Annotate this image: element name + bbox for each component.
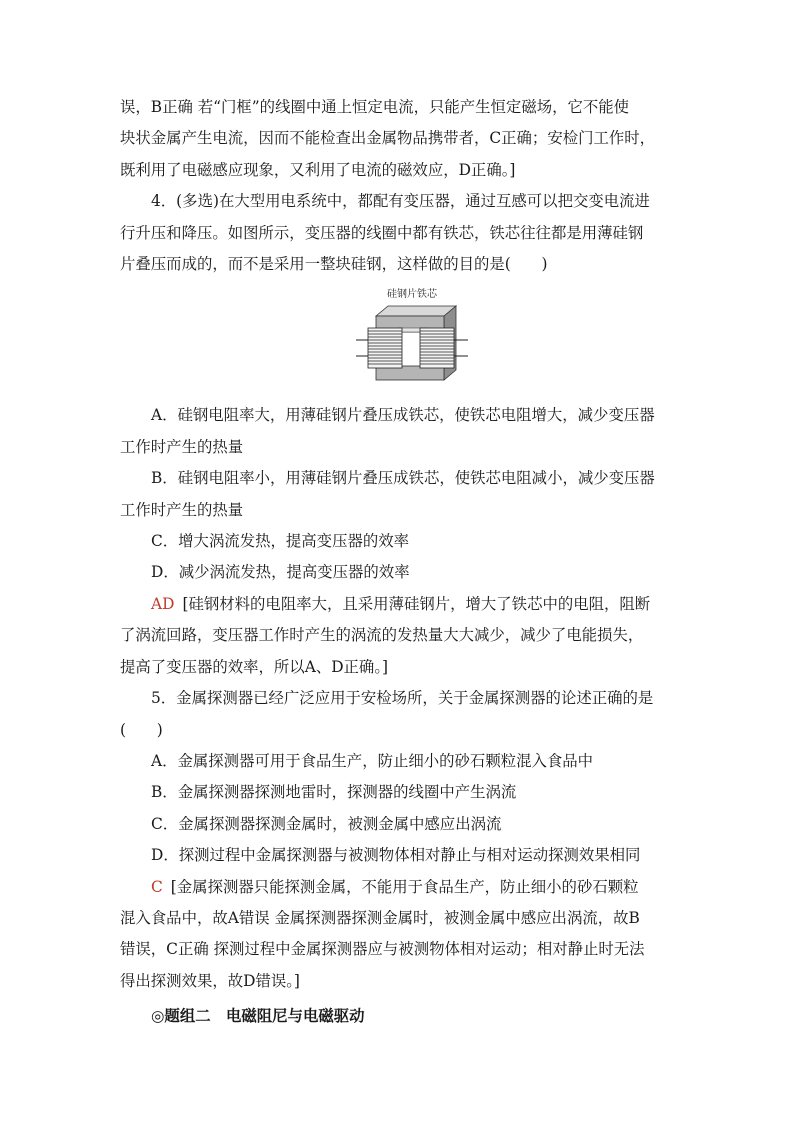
q5-explanation-1 [120,872,680,903]
q5-stem-1: 5．金属探测器已经广泛应用于安检场所，关于金属探测器的论述正确的是 [151,689,654,708]
q5-option-a: A．金属探测器可用于食品生产，防止细小的砂石颗粒混入食品中 [151,751,594,770]
q4-stem-2: 行升压和降压。如图所示，变压器的线圈中都有铁芯，铁芯往往都是用薄硅钢 [120,223,644,242]
q4-option-c: C．增大涡流发热，提高变压器的效率 [151,532,410,551]
q5-explanation-text: [金属探测器只能探测金属，不能用于食品生产，防止细小的砂石颗粒 [170,877,639,896]
q5-option-c: C．金属探测器探测金属时，被测金属中感应出涡流 [151,814,502,833]
transformer-figure [120,284,680,396]
q4-explanation-3: 提高了变压器的效率，所以A、D正确。] [120,657,389,676]
q4-stem-1: 4．(多选)在大型用电系统中，都配有变压器，通过互感可以把交变电流进 [151,192,650,211]
q4-option-b-1: B．硅钢电阻率小，用薄硅钢片叠压成铁芯，使铁芯电阻减小，减少变压器 [151,469,655,488]
q4-explanation-text: [硅钢材料的电阻率大，且采用薄硅钢片，增大了铁芯中的电阻，阻断 [182,594,651,613]
q4-option-b-2: 工作时产生的热量 [120,500,244,519]
q5-answer: C [151,877,163,896]
q5-stem-2: ( ) [120,720,163,739]
q4-explanation-2: 了涡流回路，变压器工作时产生的涡流的发热量大大减少，减少了电能损失， [120,626,644,645]
q4-explanation-1 [120,589,680,620]
transformer-core-diagram [356,284,468,392]
q4-option-d: D．减少涡流发热，提高变压器的效率 [151,563,410,582]
continuation-line-3: 既利用了电磁感应现象，又利用了电流的磁效应，D正确。] [120,160,516,179]
continuation-line-2: 块状金属产生电流，因而不能检查出金属物品携带者，C正确；安检门工作时， [120,129,656,148]
figure-label: 硅钢片铁芯 [387,289,437,301]
section-heading: ◎题组二 电磁阻尼与电磁驱动 [151,1007,365,1026]
q5-explanation-2: 混入食品中，故A错误 金属探测器探测金属时，被测金属中感应出涡流，故B [120,908,640,927]
q4-answer: AD [151,594,175,613]
q5-option-d: D．探测过程中金属探测器与被测物体相对静止与相对运动探测效果相同 [151,846,641,865]
q5-option-b: B．金属探测器探测地雷时，探测器的线圈中产生涡流 [151,783,517,802]
q4-stem-3: 片叠压而成的，而不是采用一整块硅钢，这样做的目的是( ) [120,255,548,274]
q4-option-a-2: 工作时产生的热量 [120,437,244,456]
q4-option-a-1: A．硅钢电阻率大，用薄硅钢片叠压成铁芯，使铁芯电阻增大，减少变压器 [151,406,655,425]
q5-explanation-3: 错误，C正确 探测过程中金属探测器应与被测物体相对运动；相对静止时无法 [120,940,645,959]
document-body [120,92,680,1033]
continuation-line-1: 误，B正确 若“门框”的线圈中通上恒定电流，只能产生恒定磁场，它不能使 [120,98,630,116]
q5-explanation-4: 得出探测效果，故D错误。] [120,971,300,990]
